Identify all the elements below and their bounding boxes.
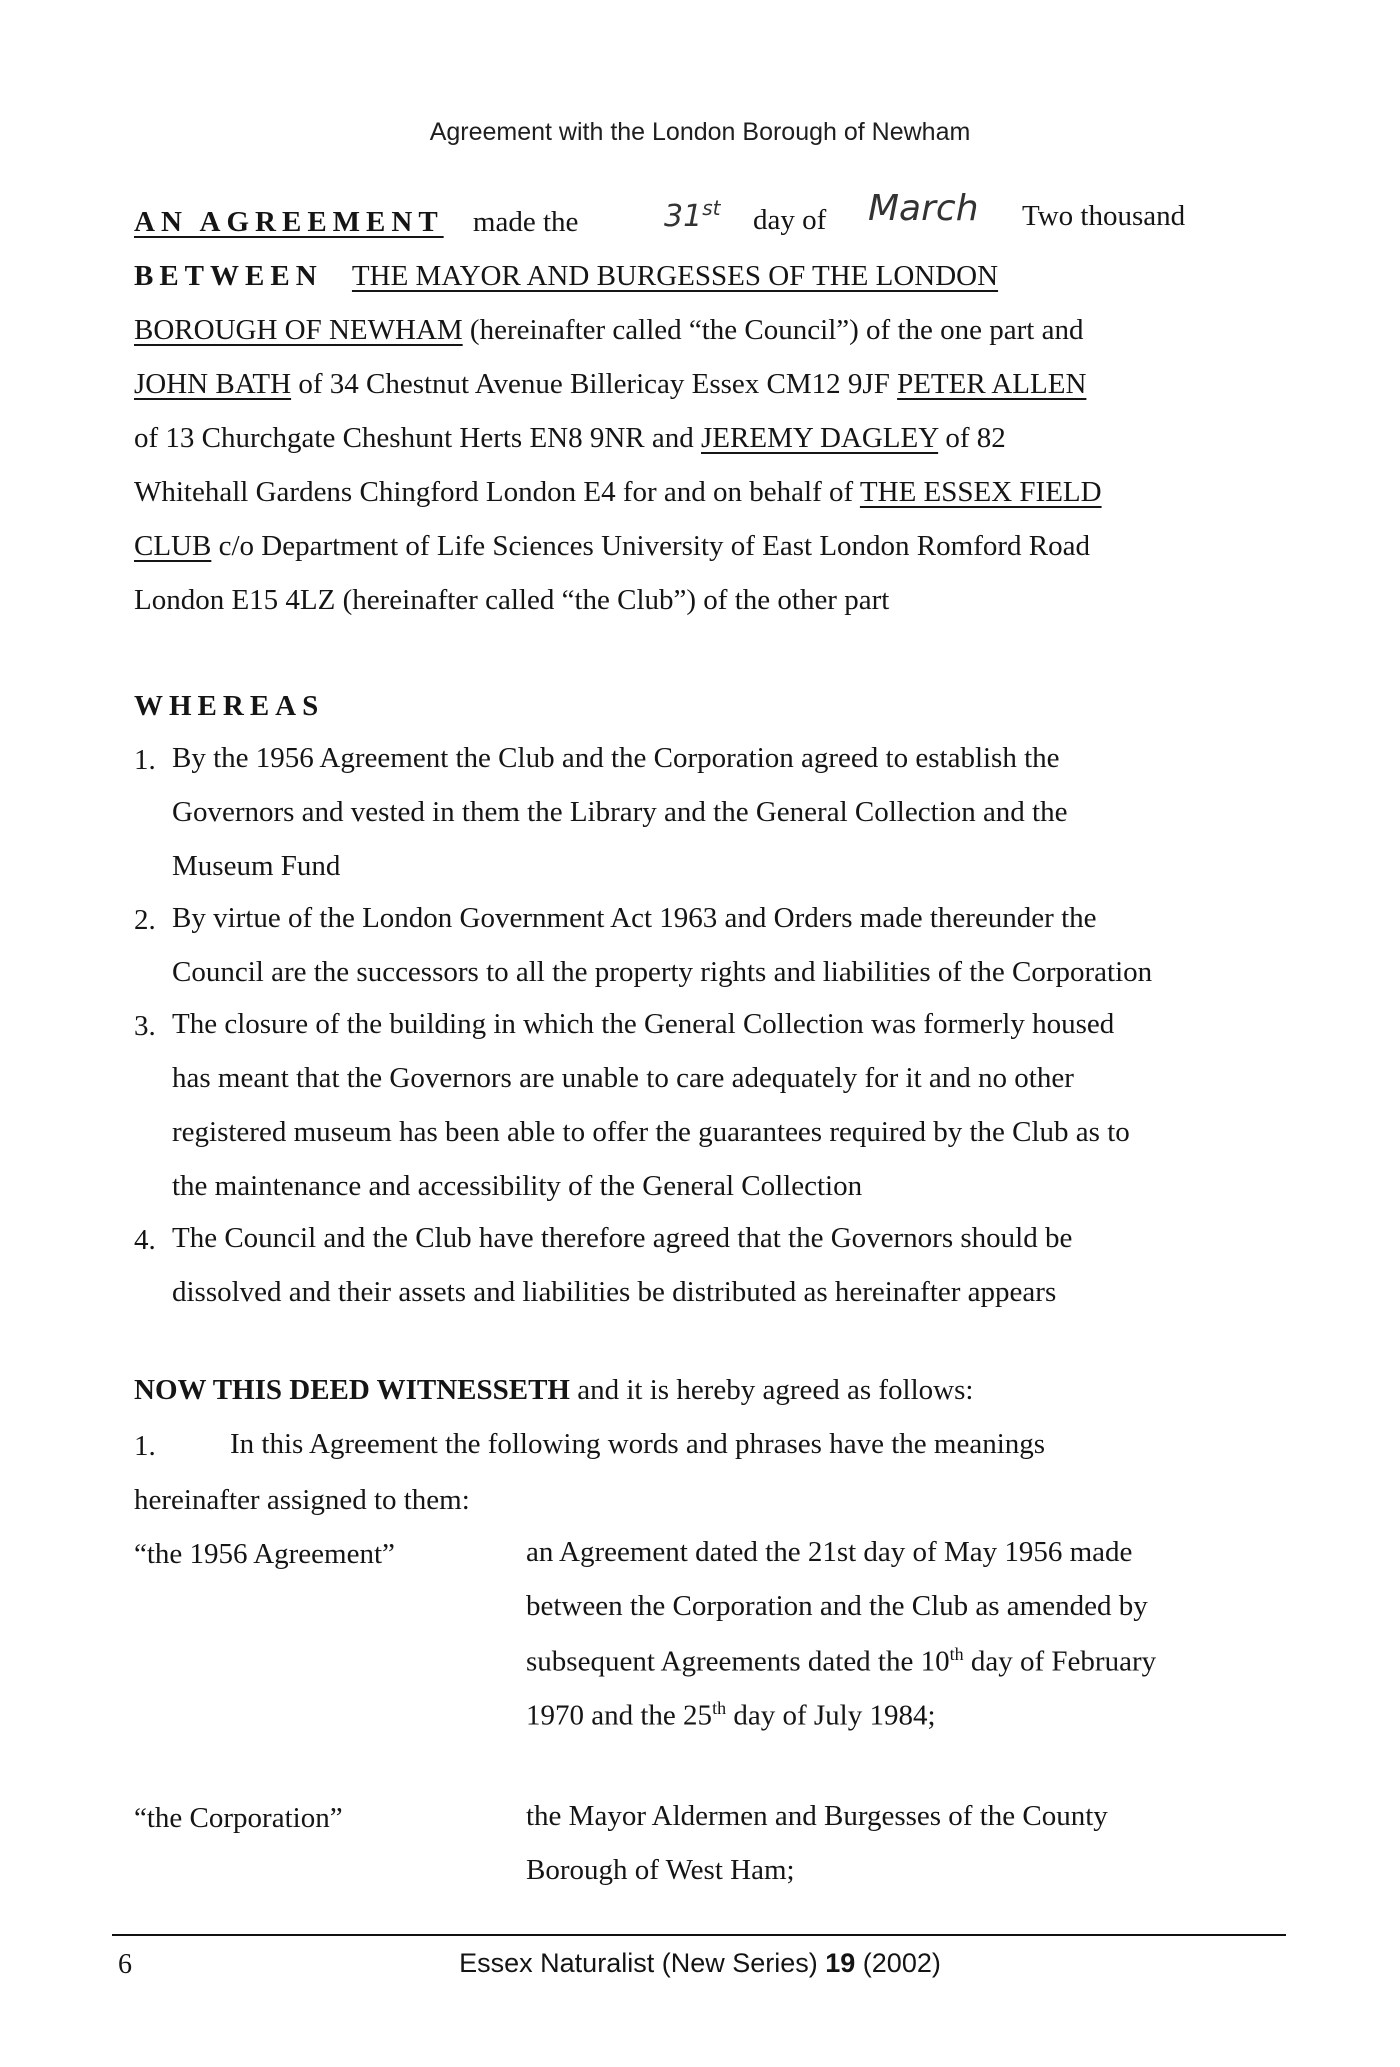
club-name-part1: THE ESSEX FIELD [859,476,1102,508]
definition-1956-line-4: 1970 and the 25th day of July 1984; [526,1698,936,1732]
intro-line-4 [134,368,1086,401]
recital-4-line-1: The Council and the Club have therefore agreed that the Governors should be [172,1222,1073,1254]
intro-line-3 [134,314,1083,347]
footer-rule [112,1934,1286,1936]
party-jeremy-dagley: JEREMY DAGLEY [701,422,939,454]
recital-2-line-1: By virtue of the London Government Act 1963 and Orders made thereunder the [172,902,1097,934]
handwritten-day: 31st [664,196,721,234]
volume-number: 19 [825,1948,856,1978]
party-peter-allen: PETER ALLEN [897,368,1087,400]
intro-line-2 [134,260,998,293]
definition-1956-line-3: subsequent Agreements dated the 10th day of February [526,1644,1157,1678]
footer-citation [0,1948,1400,1979]
jeremy-dagley-address-start: of 82 [938,422,1006,454]
definition-corporation-line-2: Borough of West Ham; [526,1854,795,1886]
recital-4-num: 4. [134,1224,156,1256]
recital-2-num: 2. [134,904,156,936]
between-heading: BETWEEN [134,260,323,292]
agreement-heading: AN AGREEMENT [134,206,444,238]
club-address: c/o Department of Life Sciences University of East London Romford Road [211,530,1090,562]
recital-4-line-2: dissolved and their assets and liabilities be distributed as hereinafter appears [172,1276,1057,1308]
journal-name: Essex Naturalist (New Series) [459,1948,826,1978]
intro-line-7 [134,530,1090,563]
council-definition: (hereinafter called “the Council”) of the one part and [462,314,1084,346]
recital-1-line-1: By the 1956 Agreement the Club and the Corporation agreed to establish the [172,742,1060,774]
intro-line-6 [134,476,1102,509]
running-header: Agreement with the London Borough of Newham [429,118,971,146]
party-john-bath: JOHN BATH [134,368,292,400]
witnesseth-line [134,1374,973,1407]
definition-corporation-line-1: the Mayor Aldermen and Burgesses of the County [526,1800,1108,1832]
recital-3-line-3: registered museum has been able to offer the guarantees required by the Club as to [172,1116,1130,1148]
clause-1-num: 1. [134,1430,156,1462]
peter-allen-address: of 13 Churchgate Cheshunt Herts EN8 9NR and [134,422,702,454]
recital-1-num: 1. [134,744,156,776]
john-bath-address: of 34 Chestnut Avenue Billericay Essex CM12 9JF [291,368,898,400]
handwritten-month: March [868,188,979,229]
intro-line-8: London E15 4LZ (hereinafter called “the Club”) of the other part [134,584,890,616]
witnesseth-heading: NOW THIS DEED WITNESSETH [134,1374,570,1406]
day-of-text: day of [753,204,827,236]
definition-term-1956-agreement: “the 1956 Agreement” [134,1538,395,1570]
recital-1-line-3: Museum Fund [172,850,341,882]
whereas-heading: WHEREAS [134,690,325,722]
page-number: 6 [118,1949,132,1980]
council-name-part2: BOROUGH OF NEWHAM [134,314,463,346]
intro-line-5 [134,422,1006,455]
two-thousand-text: Two thousand [1022,200,1186,232]
clause-1-continuation: hereinafter assigned to them: [134,1484,470,1516]
recital-3-num: 3. [134,1010,156,1042]
recital-1-line-2: Governors and vested in them the Library and the General Collection and the [172,796,1068,828]
made-the-text: made the [472,206,579,238]
clause-1-text: In this Agreement the following words and phrases have the meanings [230,1428,1046,1460]
recital-3-line-4: the maintenance and accessibility of the General Collection [172,1170,863,1202]
recital-3-line-1: The closure of the building in which the General Collection was formerly housed [172,1008,1115,1040]
council-name-part1: THE MAYOR AND BURGESSES OF THE LONDON [351,260,999,292]
recital-3-line-2: has meant that the Governors are unable to care adequately for it and no other [172,1062,1074,1094]
definition-1956-line-2: between the Corporation and the Club as amended by [526,1590,1148,1622]
definition-1956-line-1: an Agreement dated the 21st day of May 1956 made [526,1536,1133,1568]
club-name-part2: CLUB [134,530,212,562]
jeremy-dagley-address: Whitehall Gardens Chingford London E4 for and on behalf of [134,476,860,508]
witnesseth-text: and it is hereby agreed as follows: [569,1374,974,1406]
definition-term-corporation: “the Corporation” [134,1802,343,1834]
journal-year: (2002) [855,1948,941,1978]
recital-2-line-2: Council are the successors to all the property rights and liabilities of the Corporation [172,956,1153,988]
